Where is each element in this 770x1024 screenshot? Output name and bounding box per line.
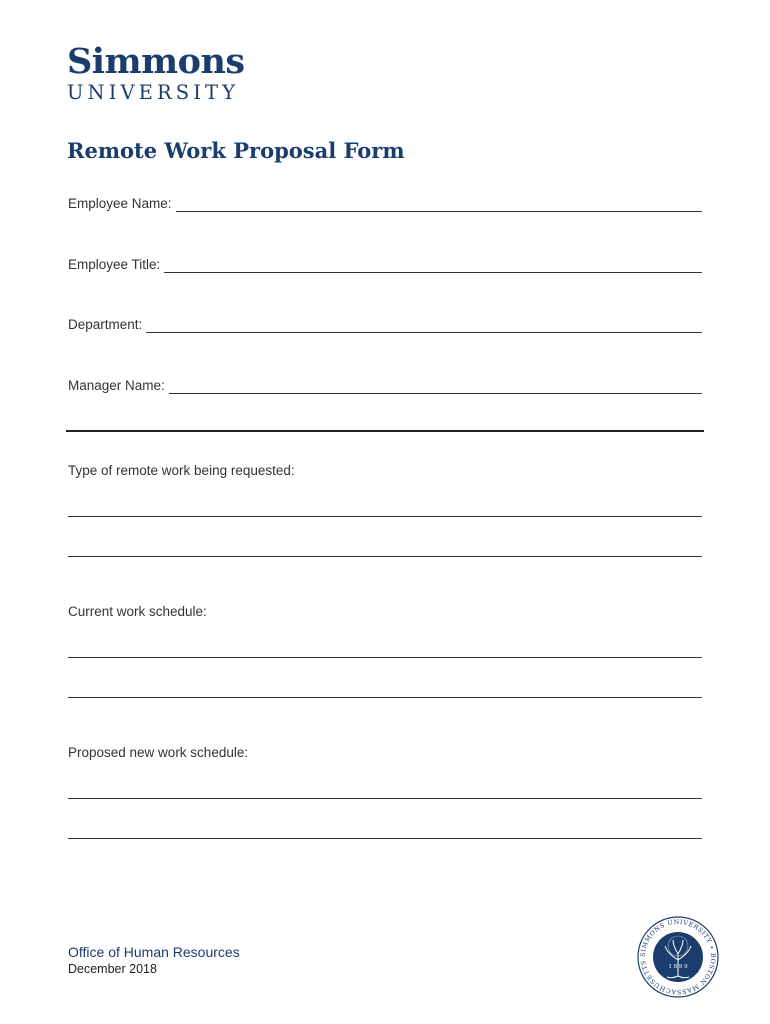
- manager-name-label: Manager Name:: [68, 378, 165, 393]
- remote-work-type-line-1[interactable]: [68, 516, 702, 517]
- remote-work-type-line-2[interactable]: [68, 556, 702, 557]
- department-field[interactable]: [68, 317, 702, 333]
- employee-name-field[interactable]: [68, 196, 702, 212]
- proposed-schedule-line-1[interactable]: [68, 798, 702, 799]
- employee-name-label: Employee Name:: [68, 196, 172, 211]
- remote-work-type-label: Type of remote work being requested:: [68, 463, 295, 478]
- department-line[interactable]: [146, 318, 702, 333]
- university-seal-icon: [637, 916, 719, 998]
- employee-name-line[interactable]: [176, 197, 702, 212]
- seal-year: 1 8 9 9: [668, 964, 688, 970]
- current-schedule-line-1[interactable]: [68, 657, 702, 658]
- current-schedule-label: Current work schedule:: [68, 604, 207, 619]
- employee-title-label: Employee Title:: [68, 257, 161, 272]
- form-title: Remote Work Proposal Form: [67, 138, 405, 163]
- university-logo: [67, 41, 245, 104]
- footer-office: Office of Human Resources: [68, 944, 240, 960]
- manager-name-line[interactable]: [169, 379, 702, 394]
- section-divider: [66, 430, 704, 432]
- department-label: Department:: [68, 317, 143, 332]
- footer-date: December 2018: [68, 962, 157, 976]
- current-schedule-line-2[interactable]: [68, 697, 702, 698]
- employee-title-line[interactable]: [164, 258, 702, 273]
- logo-name: Simmons: [67, 41, 245, 82]
- logo-subtitle: UNIVERSITY: [67, 81, 240, 104]
- proposed-schedule-label: Proposed new work schedule:: [68, 745, 249, 760]
- manager-name-field[interactable]: [68, 378, 702, 394]
- proposed-schedule-line-2[interactable]: [68, 838, 702, 839]
- employee-title-field[interactable]: [68, 257, 702, 273]
- seal-text: SIMMONS UNIVERSITY • BOSTON MASSACHUSETTS: [639, 918, 717, 996]
